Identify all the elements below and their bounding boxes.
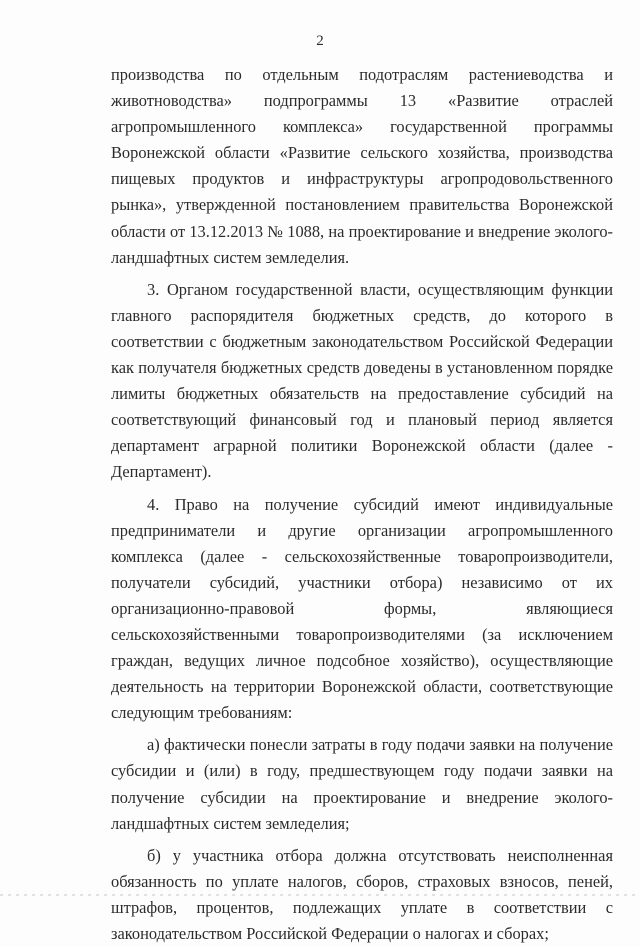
document-body — [111, 62, 613, 947]
scan-edge-mark — [0, 894, 640, 896]
subparagraph-a: а) фактически понесли затраты в году подачи заявки на получение субсидии и (или) в году, предшествующем году подачи заявки на получение субсидии на проектирование и внедрение эколого-ландшафтных систем земледелия; — [111, 735, 613, 833]
page-number: 2 — [316, 33, 324, 49]
paragraph-4: 4. Право на получение субсидий имеют индивидуальные предприниматели и другие организации агропромышленного комплекса (далее - сельскохозяйственные товаропроизводители, получатели субсидий, участники отбора) независимо от их организационно-правовой формы, являющиеся сельскохозяйственными товаропроизводителями (за исключением граждан, ведущих личное подсобное хозяйство), осуществляющие деятельность на территории Воронежской области, соответствующие следующим требованиям: — [111, 494, 613, 723]
paragraph-intro-continuation: производства по отдельным подотраслям растениеводства и животноводства» подпрограммы 13 «Развитие отраслей агропромышленного комплекса» государственной программы Воронежской области «Развитие сельского хозяйства, производства пищевых продуктов и инфраструктуры агропродовольственного рынка», утвержденной постановлением правительства Воронежской области от 13.12.2013 № 1088, на проектирование и внедрение эколого-ландшафтных систем земледелия. — [111, 65, 613, 267]
paragraph-3: 3. Органом государственной власти, осуществляющим функции главного распорядителя бюджетных средств, до которого в соответствии с бюджетным законодательством Российской Федерации как получателя бюджетных средств доведены в установленном порядке лимиты бюджетных обязательств на предоставление субсидий на соответствующий финансовый год и плановый период является департамент аграрной политики Воронежской области (далее - Департамент). — [111, 279, 613, 482]
subparagraph-b: б) у участника отбора должна отсутствовать неисполненная обязанность по уплате налогов, сборов, страховых взносов, пеней, штрафов, процентов, подлежащих уплате в соответствии с законодательством Российской Федерации о налогах и сборах; — [111, 845, 613, 943]
